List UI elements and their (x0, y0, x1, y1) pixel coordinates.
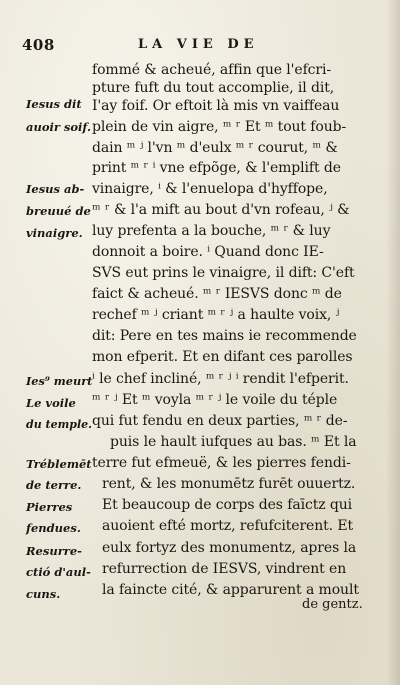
text-line: rent, & les monumētz furēt ouuertz. (102, 476, 356, 492)
margin-note: ctió d'aul- (26, 565, 91, 579)
text-line: plein de vin aigre, ᵐ ʳ Et ᵐ tout foub- (92, 119, 347, 135)
text-line: dit: Pere en tes mains ie recommende (92, 328, 357, 344)
text-line: pture fuft du tout accomplie, il dit, (92, 80, 335, 96)
margin-note: vinaigre. (26, 226, 83, 240)
text-line: puis le hault iufques au bas. ᵐ Et la (110, 434, 357, 450)
margin-note: Iesus dit (26, 97, 82, 111)
margin-note: Ies⁹ meurt (26, 374, 93, 388)
page-number: 408 (22, 36, 55, 54)
margin-note: cuns. (26, 587, 61, 601)
catchword: de gentz. (302, 597, 363, 612)
text-line: terre fut efmeuë, & les pierres fendi- (92, 455, 351, 471)
text-line: la faincte cité, & apparurent a moult (102, 582, 359, 598)
margin-note: Resurre- (26, 544, 82, 558)
text-line: donnoit a boire. ⁱ Quand donc IE- (92, 244, 324, 260)
margin-note: Tréblemēt (26, 457, 92, 471)
text-line: print ᵐ ʳ ⁱ vne efpõge, & l'emplift de (92, 160, 341, 176)
text-line: refurrection de IESVS, vindrent en (102, 561, 347, 577)
text-line: Et beaucoup de corps des faīctz qui (102, 497, 352, 513)
running-title: LA VIE DE (138, 37, 259, 52)
text-line: SVS eut prins le vinaigre, il dift: C'eft (92, 265, 355, 281)
text-line: dain ᵐ ʲ l'vn ᵐ d'eulx ᵐ ʳ courut, ᵐ & (92, 140, 338, 156)
margin-note: de terre. (26, 478, 82, 492)
margin-note: fendues. (26, 521, 81, 535)
text-line: fommé & acheué, affin que l'efcri- (92, 62, 332, 78)
text-line: ⁱ le chef incliné, ᵐ ʳ ʲ ⁱ rendit l'efperit. (92, 371, 349, 387)
text-line: eulx fortyz des monumentz, apres la (102, 540, 357, 556)
margin-note: breuué de (26, 204, 91, 218)
text-line: qui fut fendu en deux parties, ᵐ ʳ de- (92, 413, 348, 429)
margin-note: Le voile (26, 396, 76, 410)
margin-note: auoir soif. (26, 120, 91, 134)
text-line: mon efperit. Et en difant ces parolles (92, 349, 353, 365)
text-line: auoient efté mortz, refufciterent. Et (102, 518, 354, 534)
text-line: vinaigre, ⁱ & l'enuelopa d'hyffope, (92, 181, 328, 197)
text-line: I'ay foif. Or eftoit là mis vn vaiffeau (92, 98, 340, 114)
text-line: faict & acheué. ᵐ ʳ IESVS donc ᵐ de (92, 286, 342, 302)
margin-note: Iesus ab- (26, 182, 85, 196)
margin-note: Pierres (26, 500, 73, 514)
margin-note: du temple. (26, 417, 92, 431)
text-line: rechef ᵐ ʲ criant ᵐ ʳ ʲ a haulte voix, ʲ (92, 307, 340, 323)
text-line: luy prefenta a la bouche, ᵐ ʳ & luy (92, 223, 331, 239)
text-line: ᵐ ʳ & l'a mift au bout d'vn rofeau, ʲ & (92, 202, 350, 218)
text-line: ᵐ ʳ ʲ Et ᵐ voyla ᵐ ʳ ʲ le voile du téple (92, 392, 338, 408)
